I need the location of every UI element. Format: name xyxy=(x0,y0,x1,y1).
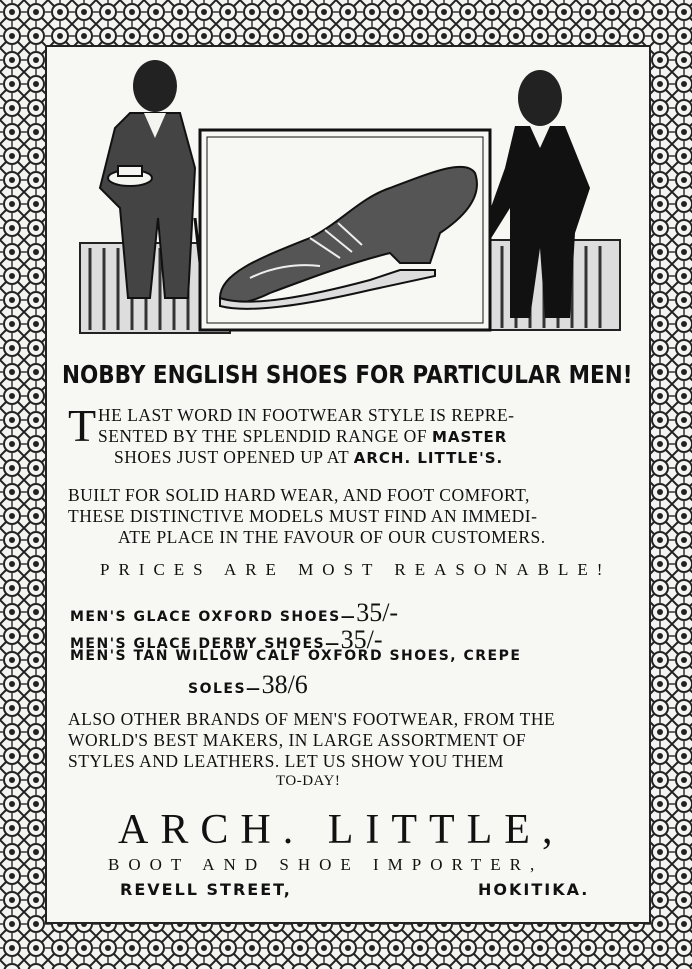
intro-line-2 xyxy=(98,425,507,448)
firm-name: ARCH. LITTLE, xyxy=(118,807,565,853)
para3-line-3: STYLES AND LEATHERS. LET US SHOW YOU THEM xyxy=(68,751,504,771)
para3-line-2: WORLD'S BEST MAKERS, IN LARGE ASSORTMENT OF xyxy=(68,730,527,750)
para3-line-1: ALSO OTHER BRANDS OF MEN'S FOOTWEAR, FROM THE xyxy=(68,709,556,729)
firm-town: HOKITIKA. xyxy=(478,880,590,899)
para3-line-4: TO-DAY! xyxy=(276,773,341,789)
headline: NOBBY ENGLISH SHOES FOR PARTICULAR MEN! xyxy=(62,360,633,389)
firm-description: BOOT AND SHOE IMPORTER, xyxy=(108,855,544,874)
para2-line-1: BUILT FOR SOLID HARD WEAR, AND FOOT COMFORT, xyxy=(68,485,530,505)
item-price: 38/6 xyxy=(261,670,308,699)
item-label: MEN'S GLACE DERBY SHOES— xyxy=(70,636,341,652)
firm-street: REVELL STREET, xyxy=(120,880,292,899)
master-word: MASTER xyxy=(431,428,508,446)
item-price: 35/- xyxy=(340,625,383,654)
prices-heading: PRICES ARE MOST REASONABLE! xyxy=(100,560,612,579)
item-label: MEN'S GLACE OXFORD SHOES— xyxy=(70,609,357,625)
para2-line-2: THESE DISTINCTIVE MODELS MUST FIND AN IMMEDI- xyxy=(68,506,538,526)
item-label-2: SOLES— xyxy=(188,681,262,697)
shoe-illustration xyxy=(70,58,630,358)
intro-line-1: HE LAST WORD IN FOOTWEAR STYLE IS REPRE- xyxy=(98,405,515,425)
store-name-inline: ARCH. LITTLE'S. xyxy=(353,449,504,467)
item-label: MEN'S TAN WILLOW CALF OXFORD SHOES, CREPE xyxy=(70,648,522,664)
price-item xyxy=(70,648,521,664)
para2-line-3: ATE PLACE IN THE FAVOUR OF OUR CUSTOMERS. xyxy=(118,527,546,547)
item-price: 35/- xyxy=(356,598,399,627)
drop-cap: T xyxy=(68,400,97,451)
intro-line-3 xyxy=(114,446,503,469)
price-item xyxy=(70,598,398,628)
price-item-cont xyxy=(188,670,308,700)
intro-line-3a: SHOES JUST OPENED UP AT xyxy=(114,447,349,467)
intro-line-2a: SENTED BY THE SPLENDID RANGE OF xyxy=(98,426,428,446)
